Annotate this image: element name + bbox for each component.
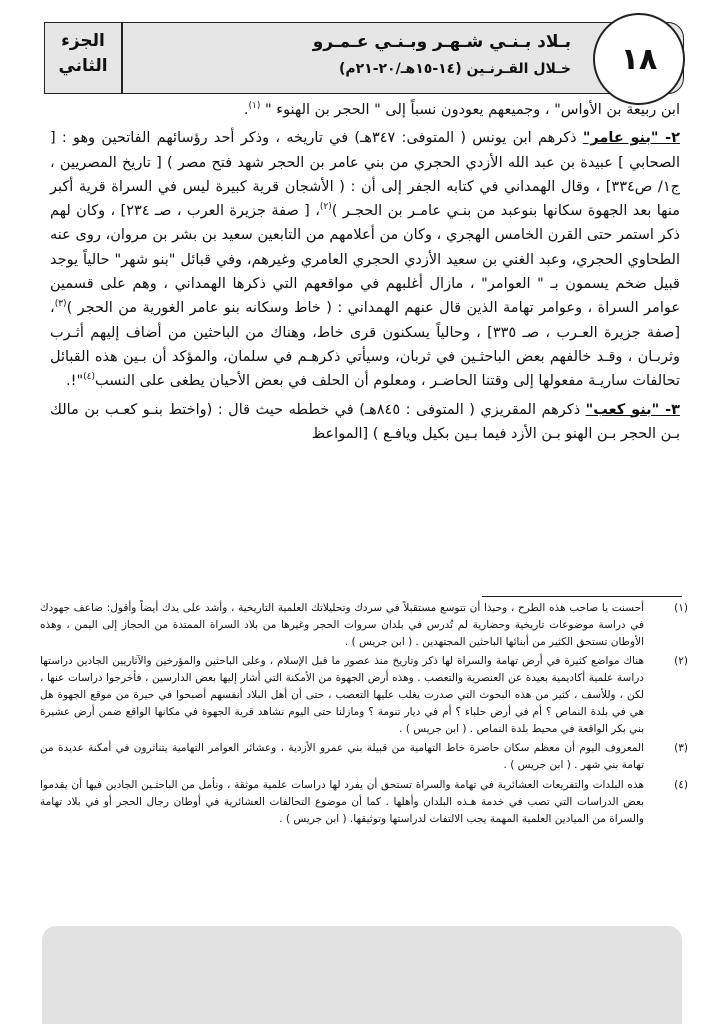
footnote-ref: (٣) <box>54 299 67 310</box>
footnote-text: هناك مواضع كثيرة في أرض تهامة والسراة لها ذكر وتاريخ منذ عصور ما قبل الإسلام ، وعلى الباحثين والمؤرخين والآثاريين الجادين دراستها دراسة علمية أكاديمية بعيدة عن العنصرية والتعصب . وهذه أرض الجهوة من الأمكنة التي أشار إليها بعض الدارسين ، فأخرجوا دراسات عنها ، لكن ، وللأسف ، كثير من هذه البحوث التي صدرت يغلب عليها التعصب ، حتى أن أهل البلاد أنفسهم أصبحوا في حيرة من موقع الجهوة هل هي في بلدة النماص ؟ أم في أرض حلباء ؟ أم في ديار تنومة ؟ ومازلنا حتى اليوم نشاهد قرية الجهوة في مكانها الواقع ضمن أرض عشيرة بني بكر الواقعة في محيط بلدة النماص . ( ابن جريس ) . <box>40 655 644 735</box>
paragraph <box>50 98 680 122</box>
footnote-text: أحسنت يا صاحب هذه الطرح ، وحبذا أن تتوسع مستقبلاً في سردك وتحليلاتك العلمية التاريخية ، وأشد على يدك أيضاً وأقول: ضاعف جهودك في دراسة موضوعات تاريخية وحضارية لم تُدرس في بلدان سروات الحجر وغيرها من بلاد السراة الممتدة من الحجاز إلى اليمن ، وهذه الأوطان تستحق الكثير من أبنائها الباحثين المجتهدين . ( ابن جريس ) . <box>40 602 644 648</box>
section-lead: ٢- "بنو عامر" <box>582 130 681 147</box>
footnote-ref: (٤) <box>83 372 95 383</box>
footnote-number: (٢) <box>674 655 688 668</box>
footnote-number: (٣) <box>674 742 688 755</box>
footnote-text: هذه البلدات والتفريعات العشائرية في تهامة والسراة تستحق أن يفرد لها دراسات علمية موثقة ، ونأمل من الباحثـين الجادين فيها أن يقدموا بعض الدراسات التي تصب في خدمة هـذه البلدان وأهلها . كما أن موضوع التحالفات العشائرية في أوطان رجال الحجر أو في بلاد تهامة والسراة من الميادين العلمية المهمة يجب الالتفات لدراستها وتوثيقها. ( ابن جريس ) . <box>40 778 644 825</box>
running-header <box>44 22 684 94</box>
book-title: بـلاد بـنـي شـهـر وبـنـي عـمـرو <box>312 32 571 52</box>
paragraph-tail: ، [ صفة جزيرة العرب ، صـ ٢٣٤] ، وكان لهم ذكر استمر حتى القرن الخامس الهجري ، وكان من أعلامهم من التابعين سعيد بن بشر بن مروان، روى عنه الطحاوي الحجري، وعبد الغني بن سعيد الأزدي الحجري العامري وغيرهم، وفي قبائل "بنو شهر" حالياً يوجد قبيل ضخم يسمون بـ " العوامر" ، مازال أغلبهم في مواقعهم التي ذكرها الهمداني ، وهم على قسمين عوامر السراة ، وعوامر تهامة الذين قال عنهم الهمداني : ( خاط وسكانه بنو عامر الغورية من الحجر ) <box>50 203 680 317</box>
footnote-number: (١) <box>674 602 688 614</box>
paragraph-tail: . <box>243 102 249 118</box>
page-number: ١٨ <box>620 41 658 77</box>
paragraph <box>50 126 680 393</box>
footnote <box>40 777 692 827</box>
header-divider <box>121 23 123 93</box>
footer-band <box>42 926 682 1024</box>
page-number-badge <box>593 13 685 105</box>
paragraph-text: ذكرهم المقريزي ( المتوفى : ٨٤٥هـ) في خططه حيث قال : (واختط بنـو كعـب بن مالك بـن الحجر بـن الهنو بـن الأزد فيما بـين بكيل ويافـع ) [المواعظ <box>50 401 680 442</box>
footnote-ref: (٢) <box>319 202 332 213</box>
book-subtitle: خـلال القـرنـين (١٤-١٥هـ/٢٠-٢١م) <box>338 61 571 77</box>
paragraph-text: ذكرهم ابن يونس ( المتوفى: ٣٤٧هـ) في تاريخه ، وذكر أحد رؤسائهم الفاتحين وهو : [ الصحابي ] عبيدة بن عبد الله الأزدي الحجري من بني عامر بن الحجر شهد فتح مصر ) [ تاريخ المصريين ، ج١/ ص٣٣٤] ، وقال الهمداني في كتابه الجفر إلى أن : ( الأشجان قرية كبيرة ليس في السراة قرية أكبر منها بعد الجهوة سكانها بنوعبد من بنـي عامـر بن الحجـر ) <box>50 130 680 220</box>
footnote <box>40 740 692 774</box>
footnote-text: المعروف اليوم أن معظم سكان حاضرة خاط التهامية من قبيلة بني عمرو الأزدية ، وعشائر العوامر التهامية يتناثرون في أمكنة عديدة من تهامة بني شهر . ( ابن جريس ) . <box>40 742 644 772</box>
paragraph <box>50 398 680 447</box>
main-text <box>50 98 680 450</box>
footnote-number: (٤) <box>674 778 688 791</box>
paragraph-text: ابن ربيعة بن الأواس" ، وجميعهم يعودون نسباً إلى " الحجر بن الهنوء " <box>264 102 680 118</box>
paragraph-tail: ، [صفة جزيرة العـرب ، صـ ٣٣٥] ، وحالياً يسكنون قرى خاط، وهناك من الباحثين من أضاف إليهم أثـرب وثربـان ، وقـد خالفهم بعض الباحثـين في ثربان، وسيأتي ذكرهـم في سلمان، والمؤكد أن بـين هذه القبائل تحالفات ساريـة مفعولها إلى وقتنا الحاضـر ، ومعلوم أن الحلف في بعض الأحيان يطغى على النسب <box>50 300 680 390</box>
volume-label: الجزء الثاني <box>58 31 108 76</box>
footnote <box>40 653 692 737</box>
header-titles <box>139 29 571 82</box>
footnotes <box>40 600 692 830</box>
paragraph-tail: "!. <box>66 373 84 390</box>
footnote-ref: (١) <box>248 101 261 112</box>
footnote-separator <box>482 596 682 597</box>
footnote <box>40 600 692 650</box>
section-lead: ٣- "بنو كعب" <box>585 401 680 418</box>
